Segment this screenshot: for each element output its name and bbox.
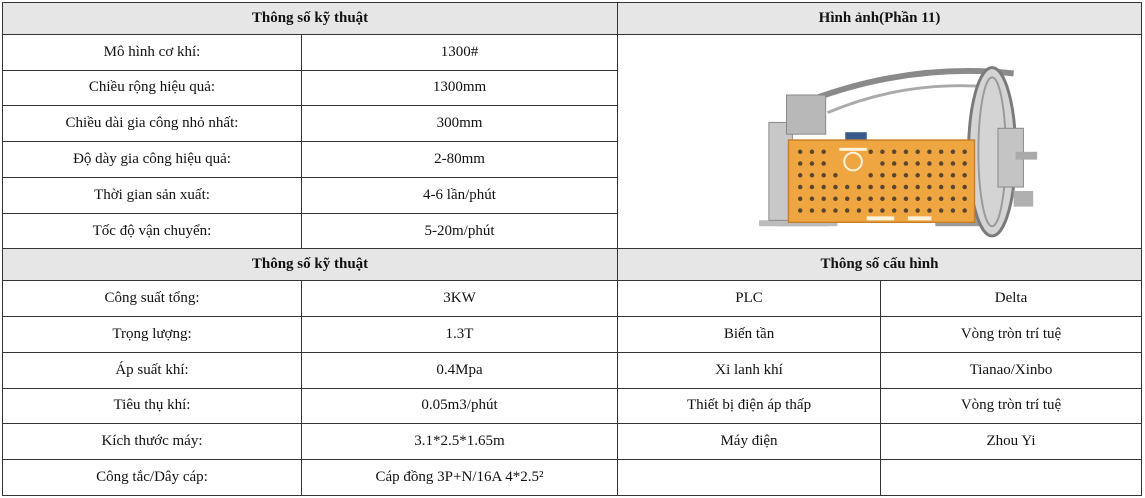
table-row bbox=[3, 460, 1142, 496]
spec-value: 0.4Mpa bbox=[302, 352, 618, 388]
spec-label: Áp suất khí: bbox=[3, 352, 302, 388]
spec-label: Tiêu thụ khí: bbox=[3, 388, 302, 424]
config-brand: Delta bbox=[881, 281, 1142, 317]
table-row bbox=[3, 388, 1142, 424]
config-name: Máy điện bbox=[618, 424, 881, 460]
spec-value: 1300# bbox=[302, 34, 618, 70]
table-row bbox=[3, 352, 1142, 388]
spec-value: 3.1*2.5*1.65m bbox=[302, 424, 618, 460]
config-spec-header: Thông số cấu hình bbox=[618, 249, 1142, 281]
config-name bbox=[618, 460, 881, 496]
spec-label: Kích thước máy: bbox=[3, 424, 302, 460]
config-brand: Vòng tròn trí tuệ bbox=[881, 316, 1142, 352]
config-brand: Tianao/Xinbo bbox=[881, 352, 1142, 388]
image-header: Hình ảnh(Phần 11) bbox=[618, 3, 1142, 35]
spec-value: Cáp đồng 3P+N/16A 4*2.5² bbox=[302, 460, 618, 496]
spec-value: 300mm bbox=[302, 106, 618, 142]
machine-image-cell bbox=[618, 34, 1142, 249]
spec-value: 5-20m/phút bbox=[302, 213, 618, 249]
spec-label: Công tắc/Dây cáp: bbox=[3, 460, 302, 496]
config-name: Biến tần bbox=[618, 316, 881, 352]
spec-table bbox=[2, 2, 1142, 496]
config-name: Xi lanh khí bbox=[618, 352, 881, 388]
table-row bbox=[3, 424, 1142, 460]
table-row bbox=[3, 281, 1142, 317]
config-brand: Zhou Yi bbox=[881, 424, 1142, 460]
section2-header-row bbox=[3, 249, 1142, 281]
spec-value: 4-6 lần/phút bbox=[302, 177, 618, 213]
spec-label: Độ dày gia công hiệu quả: bbox=[3, 142, 302, 178]
config-name: Thiết bị điện áp thấp bbox=[618, 388, 881, 424]
tech-spec-header-2: Thông số kỹ thuật bbox=[3, 249, 618, 281]
spec-label: Thời gian sản xuất: bbox=[3, 177, 302, 213]
tech-spec-header: Thông số kỹ thuật bbox=[3, 3, 618, 35]
spec-value: 3KW bbox=[302, 281, 618, 317]
spec-label: Chiều rộng hiệu quả: bbox=[3, 70, 302, 106]
spec-label: Trọng lượng: bbox=[3, 316, 302, 352]
spec-value: 0.05m3/phút bbox=[302, 388, 618, 424]
config-brand bbox=[881, 460, 1142, 496]
spec-label: Chiều dài gia công nhỏ nhất: bbox=[3, 106, 302, 142]
spec-label: Tốc độ vận chuyển: bbox=[3, 213, 302, 249]
spec-value: 1300mm bbox=[302, 70, 618, 106]
spec-value: 1.3T bbox=[302, 316, 618, 352]
spec-label: Mô hình cơ khí: bbox=[3, 34, 302, 70]
config-name: PLC bbox=[618, 281, 881, 317]
table-row bbox=[3, 34, 1142, 70]
config-brand: Vòng tròn trí tuệ bbox=[881, 388, 1142, 424]
spec-label: Công suất tổng: bbox=[3, 281, 302, 317]
woodworking-machine-photo-icon bbox=[622, 42, 1137, 242]
spec-value: 2-80mm bbox=[302, 142, 618, 178]
table-row bbox=[3, 316, 1142, 352]
section1-header-row bbox=[3, 3, 1142, 35]
